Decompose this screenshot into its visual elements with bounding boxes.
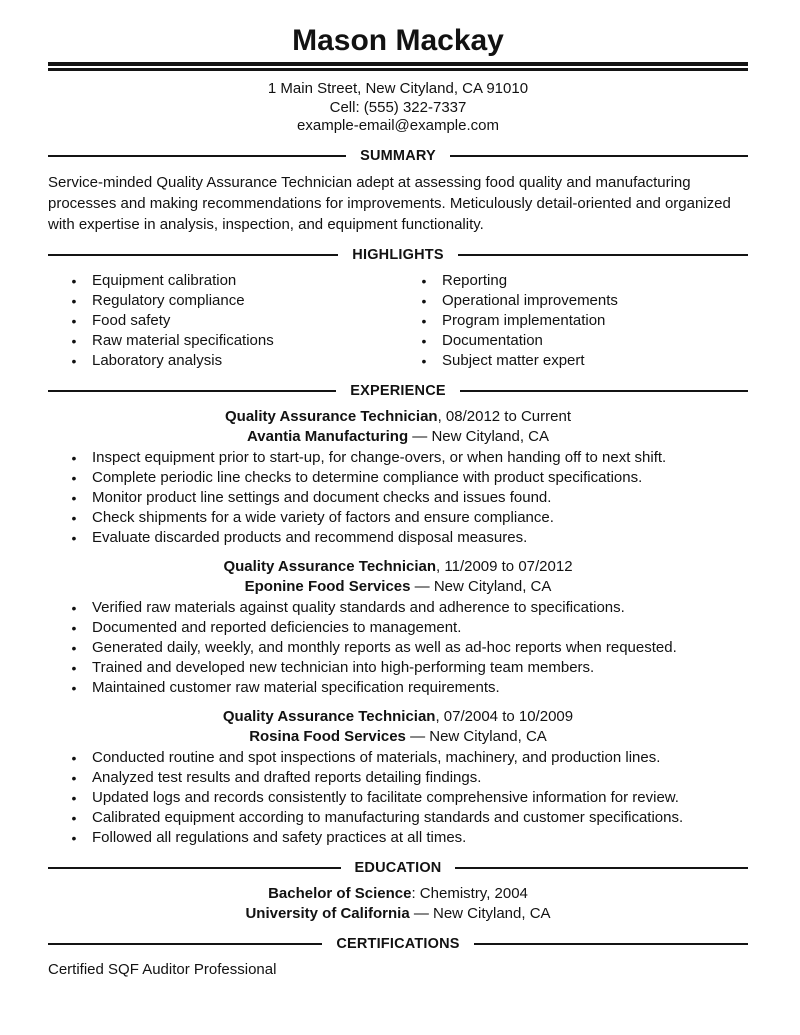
list-item [48,291,398,311]
list-item [398,271,748,291]
list-item [48,788,748,808]
certification-item: Certified SQF Auditor Professional [48,960,277,978]
list-item [48,271,398,291]
list-item [48,598,748,618]
highlight-label: Regulatory compliance [92,291,245,309]
education-location: New Cityland, CA [433,904,551,922]
dash-separator: — [414,577,430,595]
section-heading-education [48,860,748,876]
summary-text: Service-minded Quality Assurance Technician adept at assessing food quality and manufacturing processes and making recommendations for improvements. Meticulously detail-oriented and organized with expertise in analysis, inspection, and equipment functionality. [48,173,731,233]
bullet-icon: • [71,312,77,329]
education-school-line [48,904,748,924]
highlight-label: Documentation [442,331,543,349]
section-heading-summary [48,148,748,164]
list-item [48,311,398,331]
job-bullet-text: Evaluate discarded products and recommend disposal measures. [92,528,528,546]
dash-separator: — [412,427,428,445]
job-company-line [48,427,748,447]
list-item [48,488,748,508]
bullet-icon: • [71,679,77,696]
job-company: Rosina Food Services [249,727,406,745]
job-company: Eponine Food Services [244,577,411,595]
list-item [48,678,748,698]
bullet-icon: • [71,599,77,616]
job-title-line [48,707,748,727]
highlight-label: Subject matter expert [442,351,585,369]
contact-phone: Cell: (555) 322-7337 [329,98,467,116]
job-dates: , 11/2009 to 07/2012 [436,557,573,575]
job-bullet-text: Inspect equipment prior to start-up, for change-overs, or when handing off to next shift. [92,448,667,466]
bullet-icon: • [71,529,77,546]
highlights-left-column [48,271,398,371]
list-item [48,468,748,488]
bullet-icon: • [71,749,77,766]
bullet-icon: • [71,769,77,786]
list-item [398,311,748,331]
job-entry-1 [48,407,748,548]
list-item [48,748,748,768]
bullet-icon: • [71,469,77,486]
section-title-certifications: CERTIFICATIONS [336,935,460,952]
job-bullet-text: Analyzed test results and drafted reports detailing findings. [92,768,482,786]
job-role: Quality Assurance Technician [222,707,436,725]
bullet-icon: • [71,332,77,349]
bullet-icon: • [71,489,77,506]
job-bullet-text: Conducted routine and spot inspections of materials, machinery, and production lines. [92,748,661,766]
highlight-label: Raw material specifications [92,331,274,349]
heading-rule-left [48,155,346,157]
section-heading-highlights [48,247,748,263]
highlight-label: Equipment calibration [92,271,237,289]
list-item [48,508,748,528]
job-bullet-list [48,448,748,548]
highlight-label: Food safety [92,311,171,329]
bullet-icon: • [71,809,77,826]
section-title-education: EDUCATION [354,859,442,876]
section-title-highlights: HIGHLIGHTS [352,246,444,263]
header-divider [48,62,748,71]
job-bullet-list [48,748,748,848]
bullet-icon: • [421,272,427,289]
job-dates: , 07/2004 to 10/2009 [435,707,574,725]
job-role: Quality Assurance Technician [223,557,437,575]
highlight-label: Reporting [442,271,508,289]
heading-rule-right [460,390,748,392]
list-item [48,638,748,658]
job-bullet-text: Trained and developed new technician into high-performing team members. [92,658,595,676]
heading-rule-left [48,390,336,392]
job-company: Avantia Manufacturing [246,427,409,445]
bullet-icon: • [71,352,77,369]
job-bullet-text: Followed all regulations and safety practices at all times. [92,828,467,846]
job-title-line [48,557,748,577]
list-item [48,658,748,678]
highlight-label: Laboratory analysis [92,351,223,369]
job-company-line [48,577,748,597]
heading-rule-left [48,254,338,256]
list-item [48,768,748,788]
job-bullet-text: Documented and reported deficiencies to management. [92,618,462,636]
section-heading-certifications [48,936,748,952]
list-item [48,528,748,548]
list-item [48,808,748,828]
bullet-icon: • [71,509,77,526]
bullet-icon: • [421,312,427,329]
list-item [48,828,748,848]
education-degree-detail: : Chemistry, 2004 [411,884,528,902]
list-item [48,448,748,468]
job-bullet-text: Updated logs and records consistently to facilitate comprehensive information for review. [92,788,679,806]
person-name: Mason Mackay [292,24,504,57]
job-bullet-text: Verified raw materials against quality standards and adherence to specifications. [92,598,625,616]
job-bullet-text: Complete periodic line checks to determine compliance with product specifications. [92,468,643,486]
highlight-label: Operational improvements [442,291,618,309]
heading-rule-left [48,867,341,869]
list-item [398,331,748,351]
section-title-experience: EXPERIENCE [350,382,446,399]
highlights-right-column [398,271,748,371]
job-bullet-text: Check shipments for a wide variety of factors and ensure compliance. [92,508,554,526]
education-entry [48,884,748,924]
job-location: New Cityland, CA [433,577,552,595]
job-company-line [48,727,748,747]
heading-rule-left [48,943,322,945]
dash-separator: — [413,904,429,922]
bullet-icon: • [421,352,427,369]
list-item [48,351,398,371]
job-bullet-text: Maintained customer raw material specification requirements. [92,678,500,696]
list-item [398,291,748,311]
section-title-summary: SUMMARY [360,147,436,164]
highlights-columns [48,271,748,371]
heading-rule-right [474,943,748,945]
bullet-icon: • [71,789,77,806]
dash-separator: — [410,727,426,745]
bullet-icon: • [71,639,77,656]
job-location: New Cityland, CA [431,427,550,445]
bullet-icon: • [71,619,77,636]
heading-rule-right [455,867,748,869]
section-heading-experience [48,383,748,399]
bullet-icon: • [71,272,77,289]
job-entry-2 [48,557,748,698]
contact-email: example-email@example.com [297,117,499,134]
job-dates: , 08/2012 to Current [437,407,571,425]
contact-address: 1 Main Street, New Cityland, CA 91010 [267,80,529,97]
job-bullet-text: Calibrated equipment according to manufacturing standards and customer specifications. [92,808,684,826]
bullet-icon: • [71,292,77,309]
job-role: Quality Assurance Technician [225,407,438,425]
job-entry-3 [48,707,748,848]
job-bullet-list [48,598,748,698]
contact-info [48,80,748,136]
list-item [398,351,748,371]
education-school: University of California [245,904,410,922]
bullet-icon: • [71,659,77,676]
education-degree: Bachelor of Science [268,884,412,902]
bullet-icon: • [421,292,427,309]
education-degree-line [48,884,748,904]
heading-rule-right [458,254,748,256]
highlight-label: Program implementation [442,311,606,329]
list-item [48,618,748,638]
job-title-line [48,407,748,427]
list-item [48,331,398,351]
job-bullet-text: Generated daily, weekly, and monthly reports as well as ad-hoc reports when requested. [92,638,677,656]
bullet-icon: • [421,332,427,349]
bullet-icon: • [71,449,77,466]
job-bullet-text: Monitor product line settings and document checks and issues found. [92,488,552,506]
job-location: New Cityland, CA [429,727,547,745]
bullet-icon: • [71,829,77,846]
heading-rule-right [450,155,748,157]
